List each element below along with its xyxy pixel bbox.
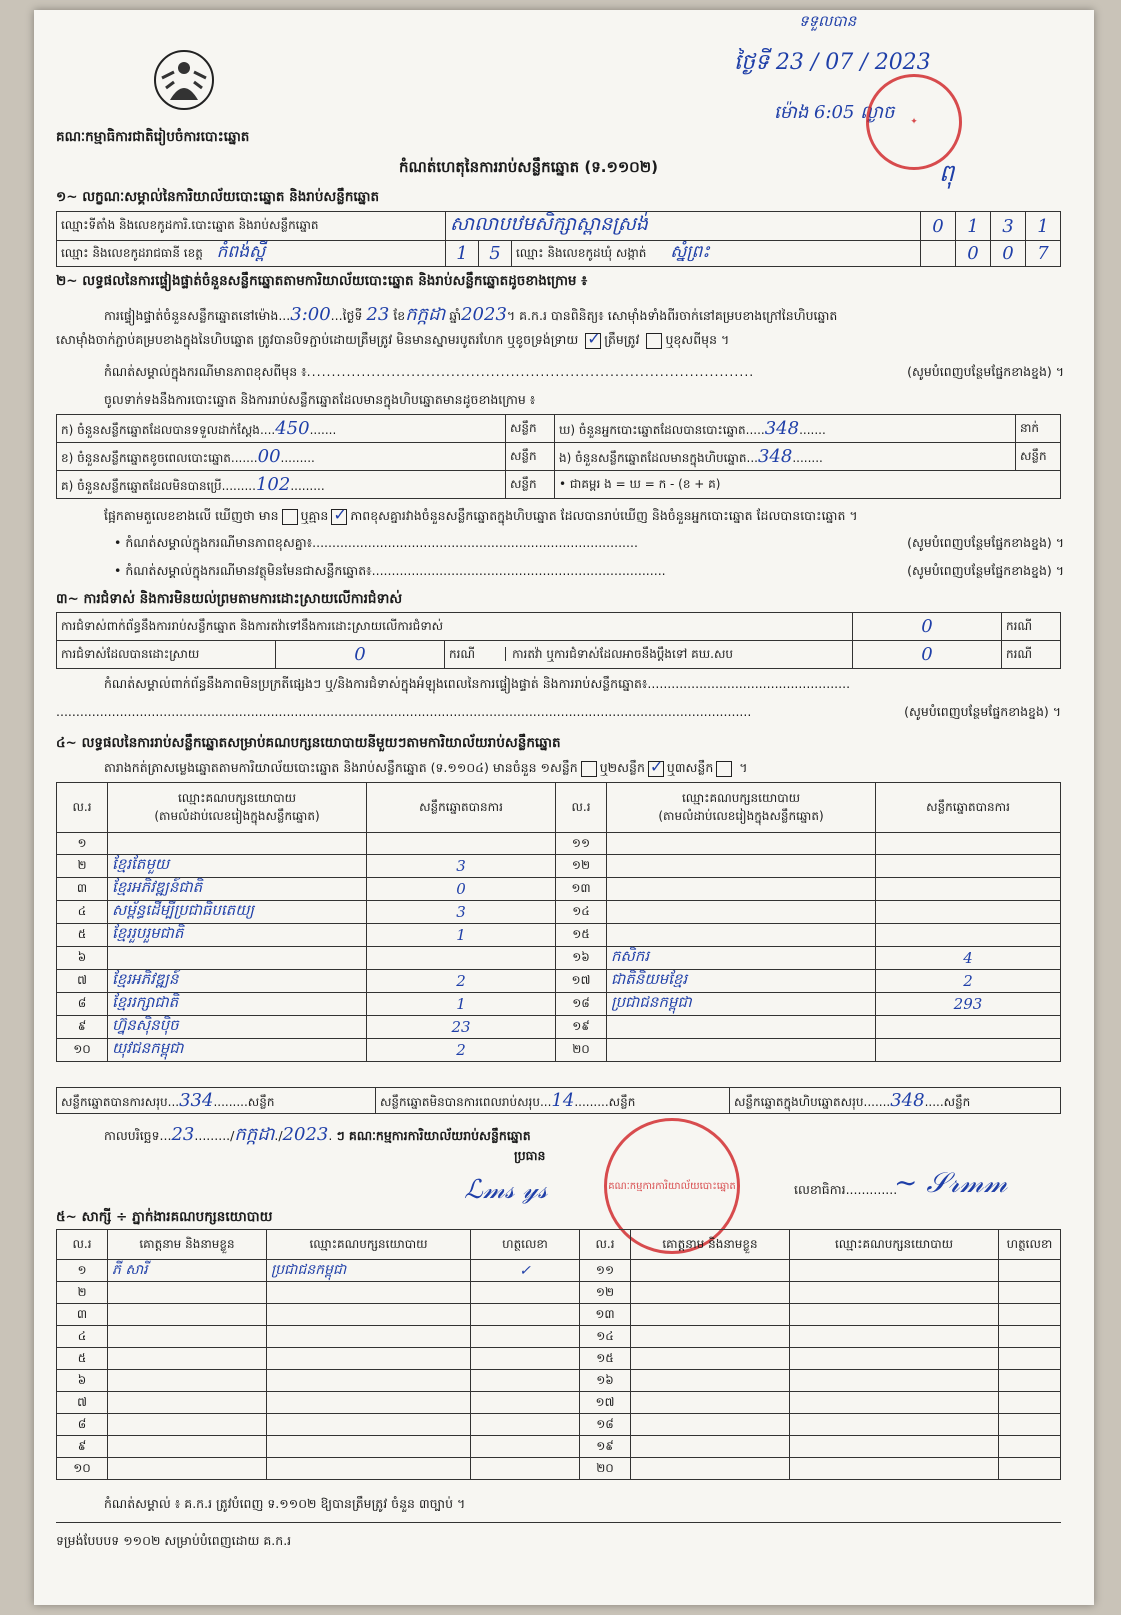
witness-signature — [999, 1304, 1061, 1326]
witness-party — [790, 1458, 999, 1480]
witness-no: ១០ — [57, 1458, 108, 1480]
witness-signature — [999, 1348, 1061, 1370]
witness-party — [267, 1326, 471, 1348]
table-row — [57, 901, 1061, 924]
angkor-guardian-emblem-icon — [152, 48, 216, 112]
result-no: ៧ — [57, 970, 108, 993]
col-party: ឈ្មោះគណបក្សនយោបាយ (តាមលំដាប់លេខរៀងក្នុងសន្លឹកឆ្នោត) — [607, 783, 876, 833]
row-formula: • ជាគម្ពរ ង = ឃ = ក - (ខ + គ) — [555, 471, 1061, 499]
witness-signature — [471, 1392, 580, 1414]
witness-no: ១៨ — [580, 1414, 631, 1436]
date-line: កាលបរិច្ឆេទ...23........./កក្កដា./2023. ៗ គណៈកម្មការការិយាល័យរាប់សន្លឹកឆ្នោត — [104, 1124, 531, 1145]
result-party: កសិករ — [607, 947, 876, 970]
witness-party — [790, 1414, 999, 1436]
result-votes: 3 — [367, 855, 556, 878]
witness-no: ៦ — [57, 1370, 108, 1392]
chair-signature: ℒ𝓂𝓈 𝓎𝓈 — [464, 1175, 548, 1205]
result-no: ២ — [57, 855, 108, 878]
official-stamp-top: ✦ — [866, 74, 962, 170]
result-no: ៨ — [57, 993, 108, 1016]
seal-ok-checkbox[interactable] — [585, 333, 601, 349]
witness-signature — [999, 1282, 1061, 1304]
section1-table — [56, 211, 1061, 267]
witness-signature — [471, 1282, 580, 1304]
result-votes — [876, 924, 1061, 947]
section2-intro: ចូលទាក់ទងនឹងការបោះឆ្នោត និងការរាប់សន្លឹកឆ្នោតដែលមានក្នុងហិបឆ្នោតមានដូចខាងក្រោម ៖ — [104, 392, 536, 407]
result-no: ៩ — [57, 1016, 108, 1039]
witness-signature — [999, 1414, 1061, 1436]
col-no: ល.រ — [57, 783, 108, 833]
witness-name — [631, 1414, 790, 1436]
section4-intro: តារាងកត់ត្រាសម្លេងឆ្នោតតាមការិយាល័យបោះឆ្នោត និងរាប់សន្លឹកឆ្នោត (ទ.១១០៤) មានចំនួន ១សន្លឹក ឬ២សន្លឹក✓ ឬ៣សន្លឹក ។ — [104, 760, 748, 779]
result-no: ១៧ — [556, 970, 607, 993]
row-kha-unit: សន្លឹក — [506, 443, 555, 471]
form-footer: ទម្រង់បែបបទ ១១០២ សម្រាប់បំពេញដោយ គ.ក.រ — [56, 1533, 292, 1548]
witness-signature — [471, 1326, 580, 1348]
total-invalid: សន្លឹកឆ្នោតមិនបានការពេលរាប់សរុប...14.........សន្លឹក — [376, 1088, 730, 1114]
objection-row2b-value: 0 — [853, 641, 1002, 669]
witness-party — [790, 1304, 999, 1326]
objection-row2-unit: ករណី ការតវ៉ា ឬការជំទាស់ដែលអាចនឹងប្តឹងទៅ គឃ.សប — [445, 641, 853, 669]
row-kho: ឃ) ចំនួនអ្នកបោះឆ្នោតដែលបានបោះឆ្នោត.....348....... — [555, 415, 1016, 443]
footer-divider — [56, 1522, 1061, 1523]
result-no: ១៤ — [556, 901, 607, 924]
totals-table — [56, 1087, 1061, 1114]
witness-no: ៤ — [57, 1326, 108, 1348]
result-party — [607, 878, 876, 901]
commune-value: ស្នំព្រះ — [670, 242, 710, 262]
witness-name — [631, 1458, 790, 1480]
province-code-digit: 5 — [479, 241, 512, 267]
objection-row1-value: 0 — [853, 613, 1002, 641]
witness-name — [631, 1304, 790, 1326]
result-votes: 2 — [876, 970, 1061, 993]
result-party: យុវជនកម្ពុជា — [108, 1039, 367, 1062]
result-votes: 1 — [367, 924, 556, 947]
result-party: ខ្មែរតែមួយ — [108, 855, 367, 878]
col-votes: សន្លឹកឆ្នោតបានការ — [367, 783, 556, 833]
commune-code-blank — [921, 241, 956, 267]
no-difference-checkbox[interactable] — [331, 509, 347, 525]
has-difference-checkbox[interactable] — [282, 509, 298, 525]
witness-party — [267, 1370, 471, 1392]
witness-party — [790, 1370, 999, 1392]
result-no: ១៦ — [556, 947, 607, 970]
table-row — [57, 878, 1061, 901]
result-votes — [876, 901, 1061, 924]
table-row — [57, 1304, 1061, 1326]
col-name: គោត្តនាម និងនាមខ្លួន — [108, 1230, 267, 1260]
sheet-two-checkbox[interactable] — [648, 761, 664, 777]
result-no: ១៩ — [556, 1016, 607, 1039]
witness-name — [631, 1392, 790, 1414]
table-row — [57, 1370, 1061, 1392]
witness-no: ១៥ — [580, 1348, 631, 1370]
objection-row2b-unit: ករណី — [1002, 641, 1061, 669]
objection-row2-value: 0 — [276, 641, 445, 669]
office-code-digit: 1 — [956, 212, 991, 241]
result-no: ៦ — [57, 947, 108, 970]
witness-no: ១៦ — [580, 1370, 631, 1392]
sheet-one-checkbox[interactable] — [581, 761, 597, 777]
result-no: ១០ — [57, 1039, 108, 1062]
section3-note-line: ............................................................................................................................................................................... (សូមបំពេញបន្ថែមផ្នែកខាងខ្នង) ។ — [56, 704, 1061, 719]
objection-table — [56, 612, 1061, 669]
section4-title: ៤~ លទ្ធផលនៃការរាប់សន្លឹកឆ្នោតសម្រាប់គណបក្សនយោបាយនីមួយៗតាមការិយាល័យរាប់សន្លឹកឆ្នោត — [56, 735, 561, 751]
province-code-digit: 1 — [446, 241, 479, 267]
witness-no: ១៩ — [580, 1436, 631, 1458]
result-party: ខ្មែររួបរួមជាតិ — [108, 924, 367, 947]
witness-signature — [999, 1458, 1061, 1480]
witness-no: ១១ — [580, 1260, 631, 1282]
result-votes — [876, 833, 1061, 855]
objection-row1-unit: ករណី — [1002, 613, 1061, 641]
office-value: សាលាបឋមសិក្សាស្ពានស្រង់ — [446, 212, 921, 241]
witness-party: ប្រជាជនកម្ពុជា — [267, 1260, 471, 1282]
witness-party — [790, 1282, 999, 1304]
province-label: ឈ្មោះ និងលេខកូដរាជធានី ខេត្ត កំពង់ស្ពឺ — [57, 241, 446, 267]
witness-no: ១៤ — [580, 1326, 631, 1348]
witness-name — [108, 1282, 267, 1304]
witness-name — [631, 1370, 790, 1392]
objection-row2-label: ការជំទាស់ដែលបានដោះស្រាយ — [57, 641, 276, 669]
footnote: កំណត់សម្គាល់ ៖ គ.ក.រ ត្រូវបំពេញ ទ.១១០២ ឱ្យបានត្រឹមត្រូវ ចំនួន ៣ច្បាប់ ។ — [104, 1496, 466, 1511]
seal-changed-checkbox[interactable] — [646, 333, 662, 349]
table-row — [57, 1016, 1061, 1039]
result-no: ១២ — [556, 855, 607, 878]
col-signature: ហត្ថលេខា — [999, 1230, 1061, 1260]
witness-name — [108, 1392, 267, 1414]
result-party — [607, 833, 876, 855]
witness-signature — [471, 1436, 580, 1458]
witness-party — [790, 1392, 999, 1414]
table-row — [57, 855, 1061, 878]
section2-title: ២~ លទ្ធផលនៃការផ្ទៀងផ្ទាត់ចំនួនសន្លឹកឆ្នោតតាមការិយាល័យបោះឆ្នោត និងរាប់សន្លឹកឆ្នោតដូចខាងក្រោម ៖ — [56, 273, 588, 289]
result-no: ៣ — [57, 878, 108, 901]
witness-signature — [999, 1326, 1061, 1348]
row-ka: ក) ចំនួនសន្លឹកឆ្នោតដែលបានទទួលដាក់ស្តែង....450....... — [57, 415, 506, 443]
section3-note: កំណត់សម្គាល់ពាក់ព័ន្ធនឹងភាពមិនប្រក្រតីផ្សេងៗ ឬ/និងការជំទាស់ក្នុងអំឡុងពេលនៃការផ្ទៀងផ្ទាត់ និងការរាប់សន្លឹកឆ្នោត៖................................................... — [104, 676, 851, 691]
result-votes: 3 — [367, 901, 556, 924]
row-kha: ខ) ចំនួនសន្លឹកឆ្នោតខូចពេលបោះឆ្នោត.......00......... — [57, 443, 506, 471]
witness-name — [631, 1260, 790, 1282]
witness-signature: ✓ — [471, 1260, 580, 1282]
witness-party — [790, 1348, 999, 1370]
witness-signature — [999, 1392, 1061, 1414]
witness-party — [790, 1260, 999, 1282]
witness-no: ៣ — [57, 1304, 108, 1326]
table-row — [57, 993, 1061, 1016]
office-code-digit: 0 — [921, 212, 956, 241]
result-votes — [367, 947, 556, 970]
compare-line: ផ្អែកតាមតួលេខខាងលើ ឃើញថា មាន ឬគ្មាន✓ ភាពខុសគ្នារវាងចំនួនសន្លឹកឆ្នោតក្នុងហិបឆ្នោត ដែលបានរាប់ឃើញ និងចំនួនអ្នកបោះឆ្នោត ដែលបានបោះឆ្នោត ។ — [104, 508, 858, 527]
result-no: ៥ — [57, 924, 108, 947]
witness-party — [267, 1282, 471, 1304]
witness-no: ១ — [57, 1260, 108, 1282]
section3-title: ៣~ ការជំទាស់ និងការមិនយល់ព្រមតាមការដោះស្រាយលើការជំទាស់ — [56, 591, 403, 607]
committee-stamp: គណៈកម្មការការិយាល័យបោះឆ្នោត — [604, 1118, 740, 1254]
witness-no: ១២ — [580, 1282, 631, 1304]
witness-name — [631, 1326, 790, 1348]
col-party: ឈ្មោះគណបក្សនយោបាយ — [267, 1230, 471, 1260]
province-value: កំពង់ស្ពឺ — [216, 242, 266, 262]
witness-signature — [471, 1458, 580, 1480]
section5-title: ៥~ សាក្សី ÷ ភ្នាក់ងារគណបក្សនយោបាយ — [56, 1209, 273, 1225]
witness-signature — [999, 1370, 1061, 1392]
result-party — [607, 855, 876, 878]
witness-name: ភី សារី — [108, 1260, 267, 1282]
result-no: ២០ — [556, 1039, 607, 1062]
result-party — [108, 833, 367, 855]
commune-code-digit: 0 — [956, 241, 991, 267]
received-date: ថ្ងៃទី 23 / 07 / 2023 — [734, 50, 931, 75]
witness-no: ៨ — [57, 1414, 108, 1436]
sheet-three-checkbox[interactable] — [716, 761, 732, 777]
table-row — [57, 924, 1061, 947]
row-ka-unit: សន្លឹក — [506, 415, 555, 443]
witness-party — [267, 1348, 471, 1370]
witness-party — [267, 1458, 471, 1480]
witness-no: ១៧ — [580, 1392, 631, 1414]
witness-signature — [471, 1414, 580, 1436]
col-no: ល.រ — [556, 783, 607, 833]
witness-name — [631, 1436, 790, 1458]
table-row — [57, 1414, 1061, 1436]
col-no: ល.រ — [57, 1230, 108, 1260]
objection-row1-label: ការជំទាស់ពាក់ព័ន្ធនឹងការរាប់សន្លឹកឆ្នោត និងការតវ៉ាទៅនឹងការដោះស្រាយលើការជំទាស់ — [57, 613, 853, 641]
result-votes — [367, 833, 556, 855]
bullet-note-1: • កំណត់សម្គាល់ក្នុងករណីមានភាពខុសគ្នា៖.................................................................................. (សូមបំពេញបន្ថែមផ្នែកខាងខ្នង) ។ — [114, 535, 1064, 550]
witness-party — [790, 1436, 999, 1458]
result-party — [607, 901, 876, 924]
form-paper — [34, 10, 1094, 1605]
witness-signature — [999, 1436, 1061, 1458]
witness-no: ២ — [57, 1282, 108, 1304]
received-initial: ពុ — [939, 159, 955, 187]
col-no: ល.រ — [580, 1230, 631, 1260]
witness-name — [108, 1326, 267, 1348]
result-party: ខ្មែរអភិវឌ្ឍន៍ — [108, 970, 367, 993]
witness-no: ២០ — [580, 1458, 631, 1480]
witness-no: ៥ — [57, 1348, 108, 1370]
table-row — [57, 833, 1061, 855]
form-title: កំណត់ហេតុនៃការរាប់សន្លឹកឆ្នោត (ទ.១១០២) — [399, 158, 659, 176]
office-label: ឈ្មោះទីតាំង និងលេខកូដការិ.បោះឆ្នោត និងរាប់សន្លឹកឆ្នោត — [57, 212, 446, 241]
result-votes: 1 — [367, 993, 556, 1016]
witness-name — [108, 1458, 267, 1480]
total-in-box: សន្លឹកឆ្នោតក្នុងហិបឆ្នោតសរុប.......348.....សន្លឹក — [730, 1088, 1061, 1114]
table-row — [57, 1282, 1061, 1304]
result-party — [108, 947, 367, 970]
witness-no: ១៣ — [580, 1304, 631, 1326]
result-party: ខ្មែររក្សាជាតិ — [108, 993, 367, 1016]
result-party: ខ្មែរអភិវឌ្ឍន៍ជាតិ — [108, 878, 367, 901]
received-note: ទទួលបាន — [799, 12, 857, 30]
result-party: ប្រជាជនកម្ពុជា — [607, 993, 876, 1016]
result-party: ហ្វ៊ុនស៊ិនប៉ិច — [108, 1016, 367, 1039]
col-party: ឈ្មោះគណបក្សនយោបាយ — [790, 1230, 999, 1260]
witness-name — [631, 1348, 790, 1370]
col-name: គោត្តនាម និងនាមខ្លួន — [631, 1230, 790, 1260]
witness-signature — [471, 1348, 580, 1370]
section1-title: ១~ លក្ខណៈសម្គាល់នៃការិយាល័យបោះឆ្នោត និងរាប់សន្លឹកឆ្នោត — [56, 189, 380, 205]
org-name: គណៈកម្មាធិការជាតិរៀបចំការបោះឆ្នោត — [56, 129, 250, 145]
witness-name — [108, 1370, 267, 1392]
witness-name — [108, 1348, 267, 1370]
table-row — [57, 1348, 1061, 1370]
result-votes: 293 — [876, 993, 1061, 1016]
table-row — [57, 1039, 1061, 1062]
commune-label: ឈ្មោះ និងលេខកូដឃុំ សង្កាត់ ស្នំព្រះ — [512, 241, 921, 267]
result-votes: 4 — [876, 947, 1061, 970]
section2-note: កំណត់សម្គាល់ក្នុងករណីមានភាពខុសពីមុន ៖.......................................................................................... (សូមបំពេញបន្ថែមផ្នែកខាងខ្នង) ។ — [104, 364, 1064, 379]
row-ko-unit: សន្លឹក — [506, 471, 555, 499]
col-party: ឈ្មោះគណបក្សនយោបាយ (តាមលំដាប់លេខរៀងក្នុងសន្លឹកឆ្នោត) — [108, 783, 367, 833]
received-time: ម៉ោង 6:05 ល្ងាច — [774, 102, 895, 123]
result-party — [607, 1016, 876, 1039]
table-row — [57, 947, 1061, 970]
result-no: ១ — [57, 833, 108, 855]
result-no: ១៨ — [556, 993, 607, 1016]
secretary-label: លេខាធិការ............. — [794, 1182, 898, 1197]
result-no: ៤ — [57, 901, 108, 924]
witness-name — [631, 1282, 790, 1304]
result-party — [607, 1039, 876, 1062]
result-party: សម្ព័ន្ធដើម្បីប្រជាធិបតេយ្យ — [108, 901, 367, 924]
ballot-count-table — [56, 414, 1061, 499]
table-row — [57, 1260, 1061, 1282]
commune-code-digit: 7 — [1026, 241, 1061, 267]
witness-name — [108, 1304, 267, 1326]
witness-party — [267, 1414, 471, 1436]
table-row — [57, 1326, 1061, 1348]
witness-party — [267, 1304, 471, 1326]
bullet-note-2: • កំណត់សម្គាល់ក្នុងករណីមានវត្ថុមិនមែនជាសន្លឹកឆ្នោត៖.......................................................................... (សូមបំពេញបន្ថែមផ្នែកខាងខ្នង) ។ — [114, 563, 1064, 578]
result-party — [607, 924, 876, 947]
result-votes: 2 — [367, 970, 556, 993]
office-code-digit: 1 — [1026, 212, 1061, 241]
commune-code-digit: 0 — [991, 241, 1026, 267]
row-ngo-unit: សន្លឹក — [1016, 443, 1061, 471]
results-table — [56, 782, 1061, 1062]
section2-para1: ការផ្ទៀងផ្ទាត់ចំនួនសន្លឹកឆ្នោតនៅម៉ោង...3:00...ថ្ងៃទី 23 ខែកក្កដា ឆ្នាំ2023។ គ.ក.រ បានពិនិត្យ៖ សោម៉ាំងទាំងពីរចាក់នៅគម្របខាងក្រៅនៃហិបឆ្នោត — [104, 304, 838, 325]
witness-party — [267, 1436, 471, 1458]
result-no: ១១ — [556, 833, 607, 855]
table-row — [57, 1458, 1061, 1480]
witness-no: ៧ — [57, 1392, 108, 1414]
col-signature: ហត្ថលេខា — [471, 1230, 580, 1260]
witness-table — [56, 1229, 1061, 1480]
table-row — [57, 970, 1061, 993]
col-votes: សន្លឹកឆ្នោតបានការ — [876, 783, 1061, 833]
witness-signature — [999, 1260, 1061, 1282]
result-votes: 0 — [367, 878, 556, 901]
witness-name — [108, 1414, 267, 1436]
witness-signature — [471, 1370, 580, 1392]
result-party: ជាតិនិយមខ្មែរ — [607, 970, 876, 993]
table-row — [57, 1392, 1061, 1414]
section2-para2: សោម៉ាំងចាក់ភ្ជាប់គម្របខាងក្នុងនៃហិបឆ្នោត ត្រូវបានបិទភ្ជាប់ដោយត្រឹមត្រូវ មិនមានស្នាមរបូតរហែក ឬខូចទ្រង់ទ្រាយ ✓ ត្រឹមត្រូវ ឬខុសពីមុន ។ — [56, 332, 729, 351]
result-votes — [876, 878, 1061, 901]
witness-no: ៩ — [57, 1436, 108, 1458]
office-code-digit: 3 — [991, 212, 1026, 241]
result-votes — [876, 1039, 1061, 1062]
witness-name — [108, 1436, 267, 1458]
row-ko: គ) ចំនួនសន្លឹកឆ្នោតដែលមិនបានប្រើ.........102......... — [57, 471, 506, 499]
result-no: ១៥ — [556, 924, 607, 947]
secretary-signature: ∼ 𝒮𝓇𝓂𝓂 — [894, 1166, 1008, 1199]
table-row — [57, 1436, 1061, 1458]
row-kho-unit: នាក់ — [1016, 415, 1061, 443]
total-valid: សន្លឹកឆ្នោតបានការសរុប...334.........សន្លឹក — [57, 1088, 376, 1114]
witness-party — [267, 1392, 471, 1414]
result-votes: 23 — [367, 1016, 556, 1039]
result-no: ១៣ — [556, 878, 607, 901]
row-ngo: ង) ចំនួនសន្លឹកឆ្នោតដែលមានក្នុងហិបឆ្នោត...348........ — [555, 443, 1016, 471]
result-votes: 2 — [367, 1039, 556, 1062]
result-votes — [876, 855, 1061, 878]
result-votes — [876, 1016, 1061, 1039]
witness-party — [790, 1326, 999, 1348]
witness-signature — [471, 1304, 580, 1326]
chair-label: ប្រធាន — [514, 1148, 546, 1163]
